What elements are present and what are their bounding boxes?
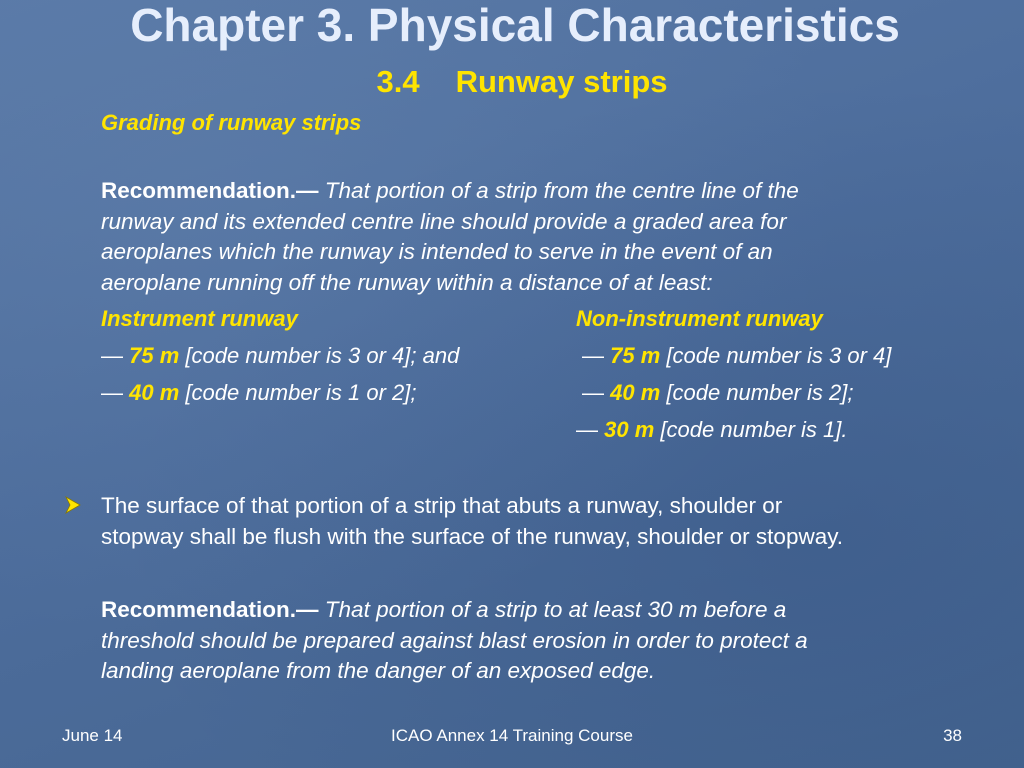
section-heading <box>0 64 1024 100</box>
code-condition: [code number is 3 or 4]; and <box>179 343 460 368</box>
dash: — <box>582 380 611 405</box>
dash: — <box>576 417 605 442</box>
code-condition: [code number is 3 or 4] <box>660 343 892 368</box>
footer-date: June 14 <box>62 726 123 745</box>
distance-value: 75 m <box>610 343 661 368</box>
code-condition: [code number is 2]; <box>660 380 854 405</box>
dash: — <box>101 343 130 368</box>
recommendation-text: That portion of a strip to at least 30 m before a <box>324 597 787 622</box>
bullet-line: stopway shall be flush with the surface of the runway, shoulder or stopway. <box>101 524 844 549</box>
non-instrument-runway-row <box>582 380 854 406</box>
instrument-runway-row <box>101 343 459 369</box>
non-instrument-runway-heading: Non-instrument runway <box>576 306 823 331</box>
recommendation-text: landing aeroplane from the danger of an exposed edge. <box>101 658 656 683</box>
section-title: Runway strips <box>455 64 668 99</box>
recommendation-line <box>101 176 799 207</box>
footer-course-title: ICAO Annex 14 Training Course <box>391 726 633 745</box>
recommendation-text: aeroplanes which the runway is intended to serve in the event of an <box>101 239 773 264</box>
recommendation-label: Recommendation.— <box>101 178 319 203</box>
section-number: 3.4 <box>376 64 420 99</box>
slide-title: Chapter 3. Physical Characteristics <box>130 0 900 51</box>
dash: — <box>101 380 130 405</box>
distance-value: 40 m <box>129 380 180 405</box>
recommendation-line <box>101 595 808 626</box>
dash: — <box>582 343 611 368</box>
recommendation-text: threshold should be prepared against blast erosion in order to protect a <box>101 627 808 653</box>
arrow-bullet-icon <box>64 496 82 514</box>
instrument-runway-heading: Instrument runway <box>101 306 298 331</box>
code-condition: [code number is 1 or 2]; <box>179 380 417 405</box>
distance-value: 40 m <box>610 380 661 405</box>
non-instrument-runway-row <box>576 417 848 443</box>
recommendation-label: Recommendation.— <box>101 597 319 622</box>
distance-value: 30 m <box>604 417 655 442</box>
recommendation-paragraph-2 <box>101 595 808 687</box>
bullet-line: The surface of that portion of a strip that abuts a runway, shoulder or <box>101 493 783 518</box>
recommendation-text: runway and its extended centre line should provide a graded area for <box>101 208 787 234</box>
recommendation-paragraph-1 <box>101 176 799 298</box>
subheading: Grading of runway strips <box>101 110 362 135</box>
code-condition: [code number is 1]. <box>654 417 848 442</box>
distance-value: 75 m <box>129 343 180 368</box>
recommendation-text: That portion of a strip from the centre line of the <box>324 178 799 203</box>
bullet-text <box>101 490 843 552</box>
recommendation-text: aeroplane running off the runway within a distance of at least: <box>101 269 713 295</box>
non-instrument-runway-row <box>582 343 891 369</box>
instrument-runway-row <box>101 380 417 406</box>
slide-number: 38 <box>943 726 962 745</box>
